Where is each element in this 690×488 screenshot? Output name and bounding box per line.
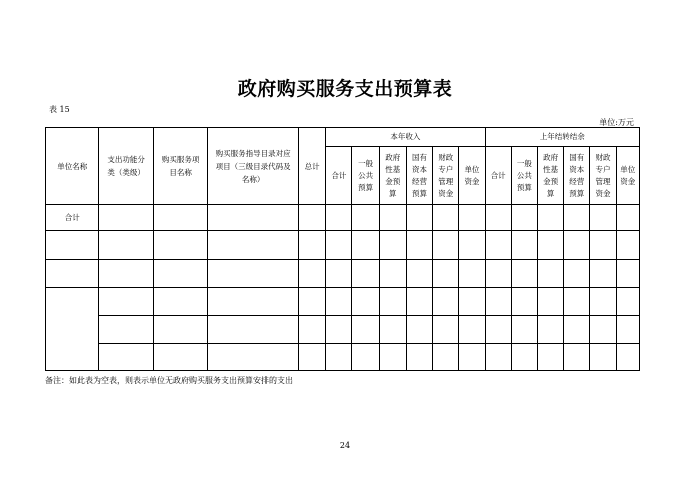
header-sub-special: 财政专户管理资金	[590, 147, 616, 205]
footnote: 备注：如此表为空表，则表示单位无政府购买服务支出预算安排的支出	[45, 376, 293, 385]
budget-table	[45, 127, 640, 371]
table-row	[46, 287, 640, 315]
total-row-label: 合计	[46, 205, 99, 231]
header-current-income: 本年收入	[326, 128, 485, 147]
header-catalog: 购买服务指导目录对应项目（三级目录代码及名称）	[208, 128, 299, 205]
header-sub-capital: 国有资本经营预算	[406, 147, 432, 205]
page-title: 政府购买服务支出预算表	[237, 78, 453, 100]
header-sub-special: 财政专户管理资金	[433, 147, 459, 205]
header-unit-name: 单位名称	[46, 128, 99, 205]
header-sub-fund: 政府性基金预算	[537, 147, 563, 205]
header-service-item: 购买服务项目名称	[153, 128, 207, 205]
table-row	[46, 205, 640, 231]
header-sub-fund: 政府性基金预算	[379, 147, 406, 205]
header-func-class: 支出功能分类（类级）	[99, 128, 153, 205]
header-sub-total: 合计	[326, 147, 352, 205]
page-number: 24	[339, 441, 351, 450]
header-sub-total: 合计	[485, 147, 511, 205]
header-total: 总计	[299, 128, 326, 205]
header-sub-unit: 单位资金	[616, 147, 639, 205]
header-sub-general: 一般公共预算	[511, 147, 537, 205]
header-sub-unit: 单位资金	[459, 147, 485, 205]
table-row	[46, 315, 640, 343]
table-number: 表 15	[49, 105, 70, 114]
unit-label: 单位:万元	[599, 118, 634, 127]
header-sub-capital: 国有资本经营预算	[564, 147, 590, 205]
table-row	[46, 343, 640, 370]
table-row	[46, 259, 640, 287]
header-sub-general: 一般公共预算	[352, 147, 379, 205]
table-row	[46, 231, 640, 259]
header-row-1	[46, 128, 640, 147]
header-prior-balance: 上年结转结余	[485, 128, 639, 147]
